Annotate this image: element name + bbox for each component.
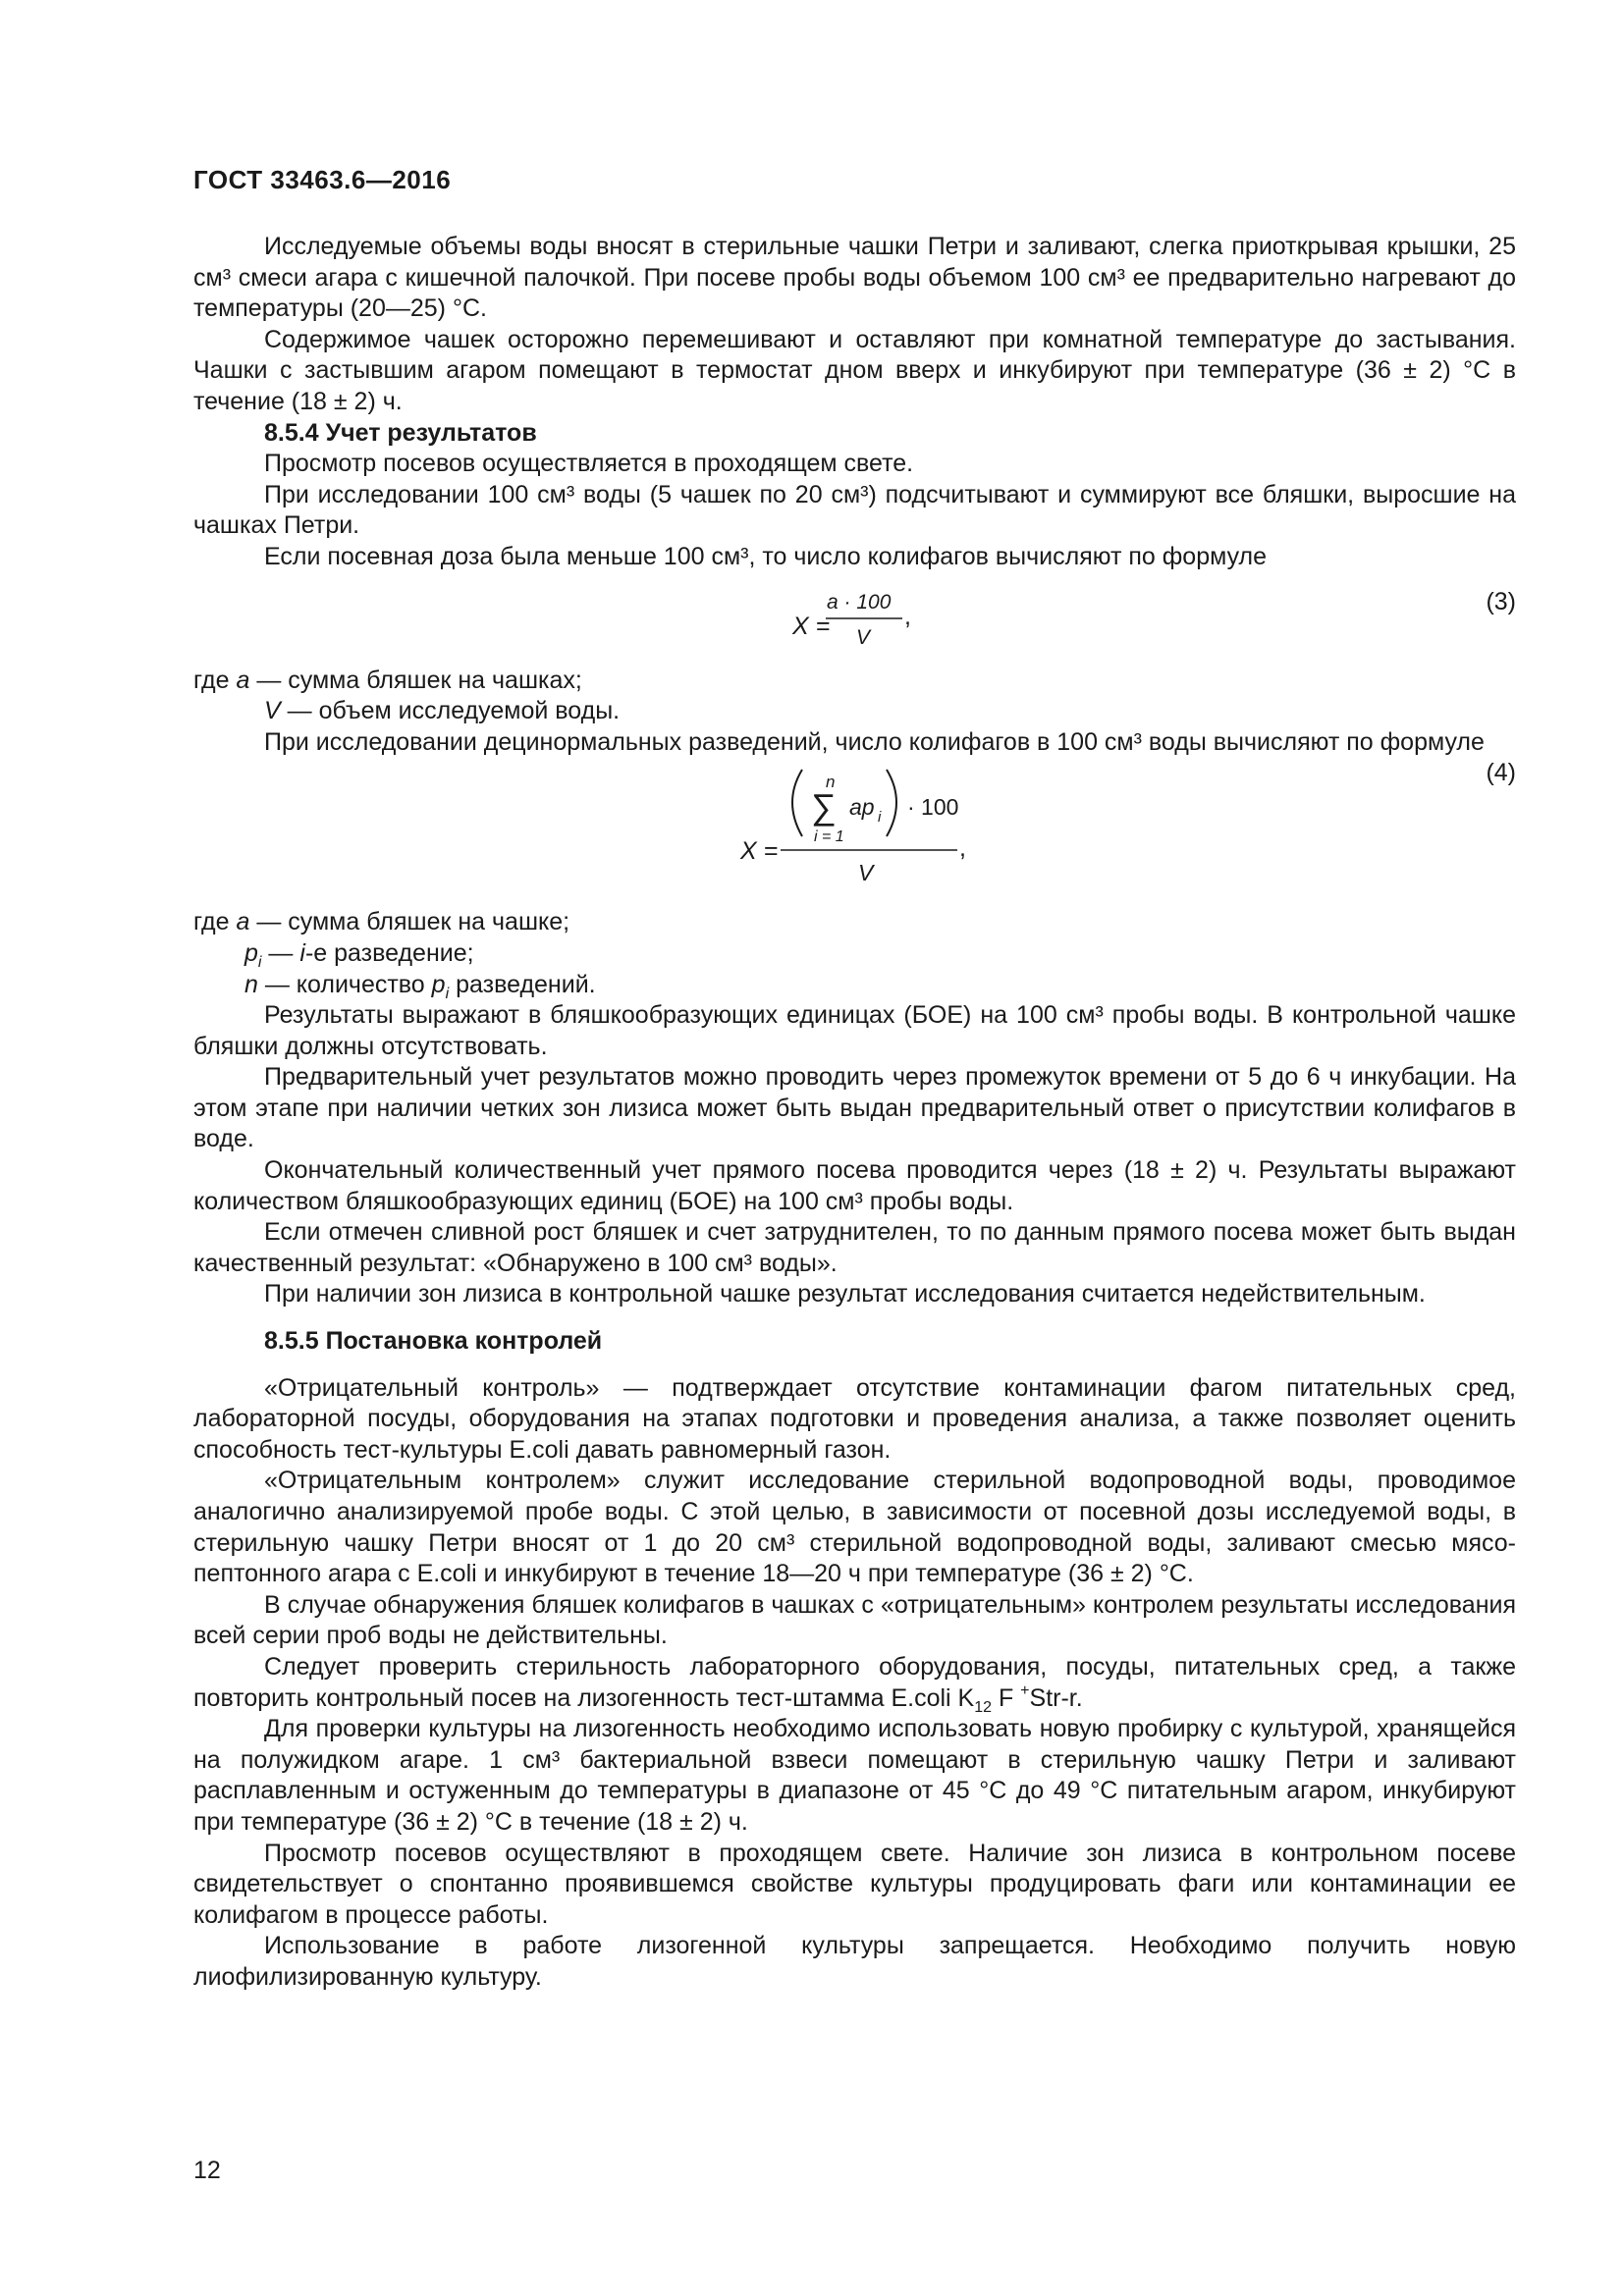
section-heading-8-5-5 <box>193 1326 1516 1358</box>
symbol-p: p <box>431 970 446 998</box>
paragraph: Для проверки культуры на лизогенность необходимо использовать новую пробирку с культурой, хранящейся на полужидком агаре. 1 см³ бактериальной взвеси помещают в стерильную чашку Петри и заливают расплавленным и остуженным до температуры в диапазоне от 45 °С до 49 °С питательным агаром, инкубируют при температуре (36 ± 2) °С в течение (18 ± 2) ч. <box>193 1715 1516 1836</box>
paragraph-text: F <box>992 1683 1021 1712</box>
symbol-n: n <box>244 970 258 998</box>
strain-superscript: + <box>1020 1682 1030 1699</box>
formula-3 <box>193 573 1516 666</box>
symbol-p-sub: i <box>257 953 262 971</box>
document-header: ГОСТ 33463.6—2016 <box>193 165 452 194</box>
paragraph: Если отмечен сливной рост бляшек и счет затруднителен, то по данным прямого посева может быть выдан качественный результат: «Обнаружено в 100 см³ воды». <box>193 1218 1516 1277</box>
formula-numerator: a · 100 <box>827 590 892 614</box>
left-paren <box>792 770 802 836</box>
paragraph-text: Str-r. <box>1029 1683 1083 1712</box>
symbol-v: V <box>264 697 281 725</box>
formula-factor: · 100 <box>907 794 959 821</box>
paragraph: В случае обнаружения бляшек колифагов в чашках с «отрицательным» контролем результаты исследования всей серии проб воды не действительны. <box>193 1590 1516 1650</box>
where-list-3 <box>193 666 1516 697</box>
where-lead: где <box>193 666 230 694</box>
section-number: 8.5.5 <box>264 1327 319 1356</box>
paragraph: Просмотр посевов осуществляют в проходящем свете. Наличие зон лизиса в контрольном посеве свидетельствует о спонтанно проявившемся свойстве культуры продуцировать фаги или контаминации ее колифагом в процессе работы. <box>193 1839 1516 1929</box>
symbol-v-desc: — объем исследуемой воды. <box>287 697 621 725</box>
formula-denominator: V <box>856 625 871 649</box>
paragraph: Содержимое чашек осторожно перемешивают и оставляют при комнатной температуре до застывания. Чашки с застывшим агаром помещают в термостат дном вверх и инкубируют при температуре (36 ± 2) °С в течение (18 ± 2) ч. <box>193 325 1516 415</box>
paragraph: При наличии зон лизиса в контрольной чашке результат исследования считается недействительным. <box>264 1280 1426 1308</box>
paragraph: Исследуемые объемы воды вносят в стерильные чашки Петри и заливают, слегка приоткрывая крышки, 25 см³ смеси агара с кишечной палочкой. При посеве пробы воды объемом 100 см³ ее предварительно нагревают до температуры (20—25) °С. <box>193 233 1516 323</box>
formula-trail: , <box>959 834 966 863</box>
right-paren <box>887 770 896 836</box>
formula-4-graphic <box>193 758 1516 907</box>
paragraph <box>193 1652 1516 1714</box>
sum-sign: ∑ <box>811 786 837 828</box>
summand-sub: i <box>878 809 882 827</box>
formula-lhs: X = <box>792 612 831 640</box>
paragraph: Окончательный количественный учет прямого посева проводится через (18 ± 2) ч. Результаты выражают количеством бляшкообразующих единиц (БОЕ) на 100 см³ пробы воды. <box>193 1156 1516 1215</box>
paragraph: Результаты выражают в бляшкообразующих единицах (БОЕ) на 100 см³ пробы воды. В контрольной чашке бляшки должны отсутствовать. <box>193 1001 1516 1060</box>
paragraph: При исследовании децинормальных разведений, число колифагов в 100 см³ воды вычисляют по формуле <box>264 727 1485 756</box>
page-number: 12 <box>193 2157 221 2184</box>
where-item: $p_i$ — i-е разведение; <box>244 938 474 971</box>
paragraph: Просмотр посевов осуществляется в проходящем свете. <box>264 450 914 478</box>
strain-subscript: 12 <box>974 1698 992 1716</box>
symbol-n-desc: — количество <box>264 970 425 998</box>
paragraph: При исследовании 100 см³ воды (5 чашек по 20 см³) подсчитывают и суммируют все бляшки, выросшие на чашках Петри. <box>193 480 1516 540</box>
symbol-a-desc: — сумма бляшек на чашке; <box>256 908 570 936</box>
formula-lhs: X = <box>740 837 779 866</box>
symbol-p: p <box>244 938 258 967</box>
formula-4 <box>193 758 1516 907</box>
formula-trail: , <box>904 602 911 630</box>
where-item <box>193 696 1516 727</box>
symbol-a-desc: — сумма бляшек на чашках; <box>256 666 582 694</box>
paragraph: Если посевная доза была меньше 100 см³, то число колифагов вычисляют по формуле <box>264 542 1268 570</box>
formula-denominator: V <box>858 860 874 886</box>
paragraph: Использование в работе лизогенной культуры запрещается. Необходимо получить новую лиофилизированную культуру. <box>193 1932 1516 1991</box>
section-title: Учет результатов <box>325 418 537 447</box>
symbol-n-desc-tail: разведений. <box>456 970 596 998</box>
where-lead: где <box>193 908 230 936</box>
symbol-i: i <box>299 938 305 967</box>
where-list-4 <box>193 907 1516 938</box>
paragraph-text: Следует проверить стерильность лабораторного оборудования, посуды, питательных сред, а также повторить контрольный посев на лизогенность тест-штамма E.coli K <box>193 1652 1516 1712</box>
paragraph: «Отрицательным контролем» служит исследование стерильной водопроводной воды, проводимое аналогично анализируемой пробе воды. С этой целью, в зависимости от посевной дозы исследуемой воды, в стерильную чашку Петри вносят от 1 до 20 см³ стерильной водопроводной воды, заливают смесью мясо-пептонного агара с E.coli и инкубируют в течение 18—20 ч при температуре (36 ± 2) °С. <box>193 1467 1516 1588</box>
symbol-p-sub: i <box>445 985 450 1002</box>
symbol-p-desc: -е разведение; <box>304 938 474 967</box>
summand: ap <box>849 794 875 821</box>
where-item <box>193 970 1516 1001</box>
section-number: 8.5.4 <box>264 418 319 447</box>
section-heading-8-5-4 <box>193 418 1516 450</box>
symbol-a: a <box>236 666 250 694</box>
section-title: Постановка контролей <box>325 1327 603 1356</box>
symbol-a: a <box>236 908 250 936</box>
paragraph: Предварительный учет результатов можно проводить через промежуток времени от 5 до 6 ч инкубации. На этом этапе при наличии четких зон лизиса может быть выдан предварительный ответ о присутствии колифагов в воде. <box>193 1063 1516 1153</box>
sum-upper: n <box>826 773 836 792</box>
formula-3-graphic <box>193 573 1516 666</box>
formula-number: (4) <box>1486 759 1516 787</box>
formula-number: (3) <box>1486 587 1516 615</box>
document-body <box>193 232 1516 1994</box>
sum-lower: i = 1 <box>814 828 844 846</box>
paragraph: «Отрицательный контроль» — подтверждает отсутствие контаминации фагом питательных сред, лабораторной посуды, оборудования на этапах подготовки и проведения анализа, а также позволяет оценить способность тест-культуры E.coli давать равномерный газон. <box>193 1373 1516 1464</box>
